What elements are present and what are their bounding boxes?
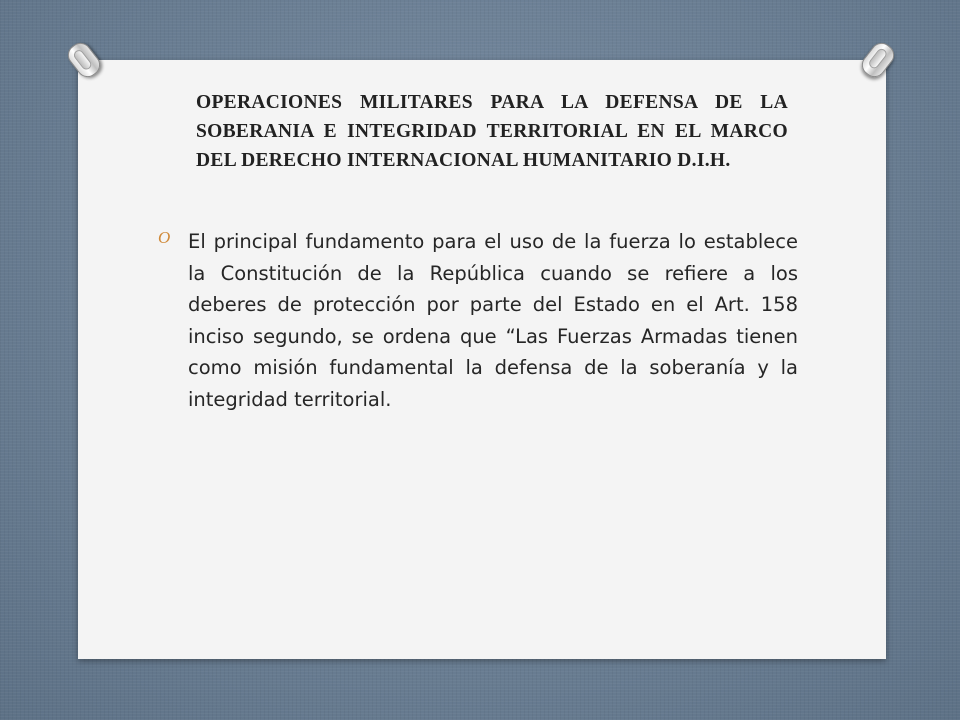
bullet-marker-icon: O	[158, 228, 171, 247]
slide-title: OPERACIONES MILITARES PARA LA DEFENSA DE LA SOBERANIA E INTEGRIDAD TERRITORIAL EN EL MARCO DEL DERECHO INTERNACIONAL HUMANITARIO D.I.H.	[196, 92, 788, 171]
bullet-text: El principal fundamento para el uso de la fuerza lo establece la Constitución de la República cuando se refiere a los deberes de protección por parte del Estado en el Art. 158 inciso segundo, se ordena que “Las Fuerzas Armadas tienen como misión fundamental la defensa de la soberanía y la integridad territorial.	[188, 230, 798, 411]
